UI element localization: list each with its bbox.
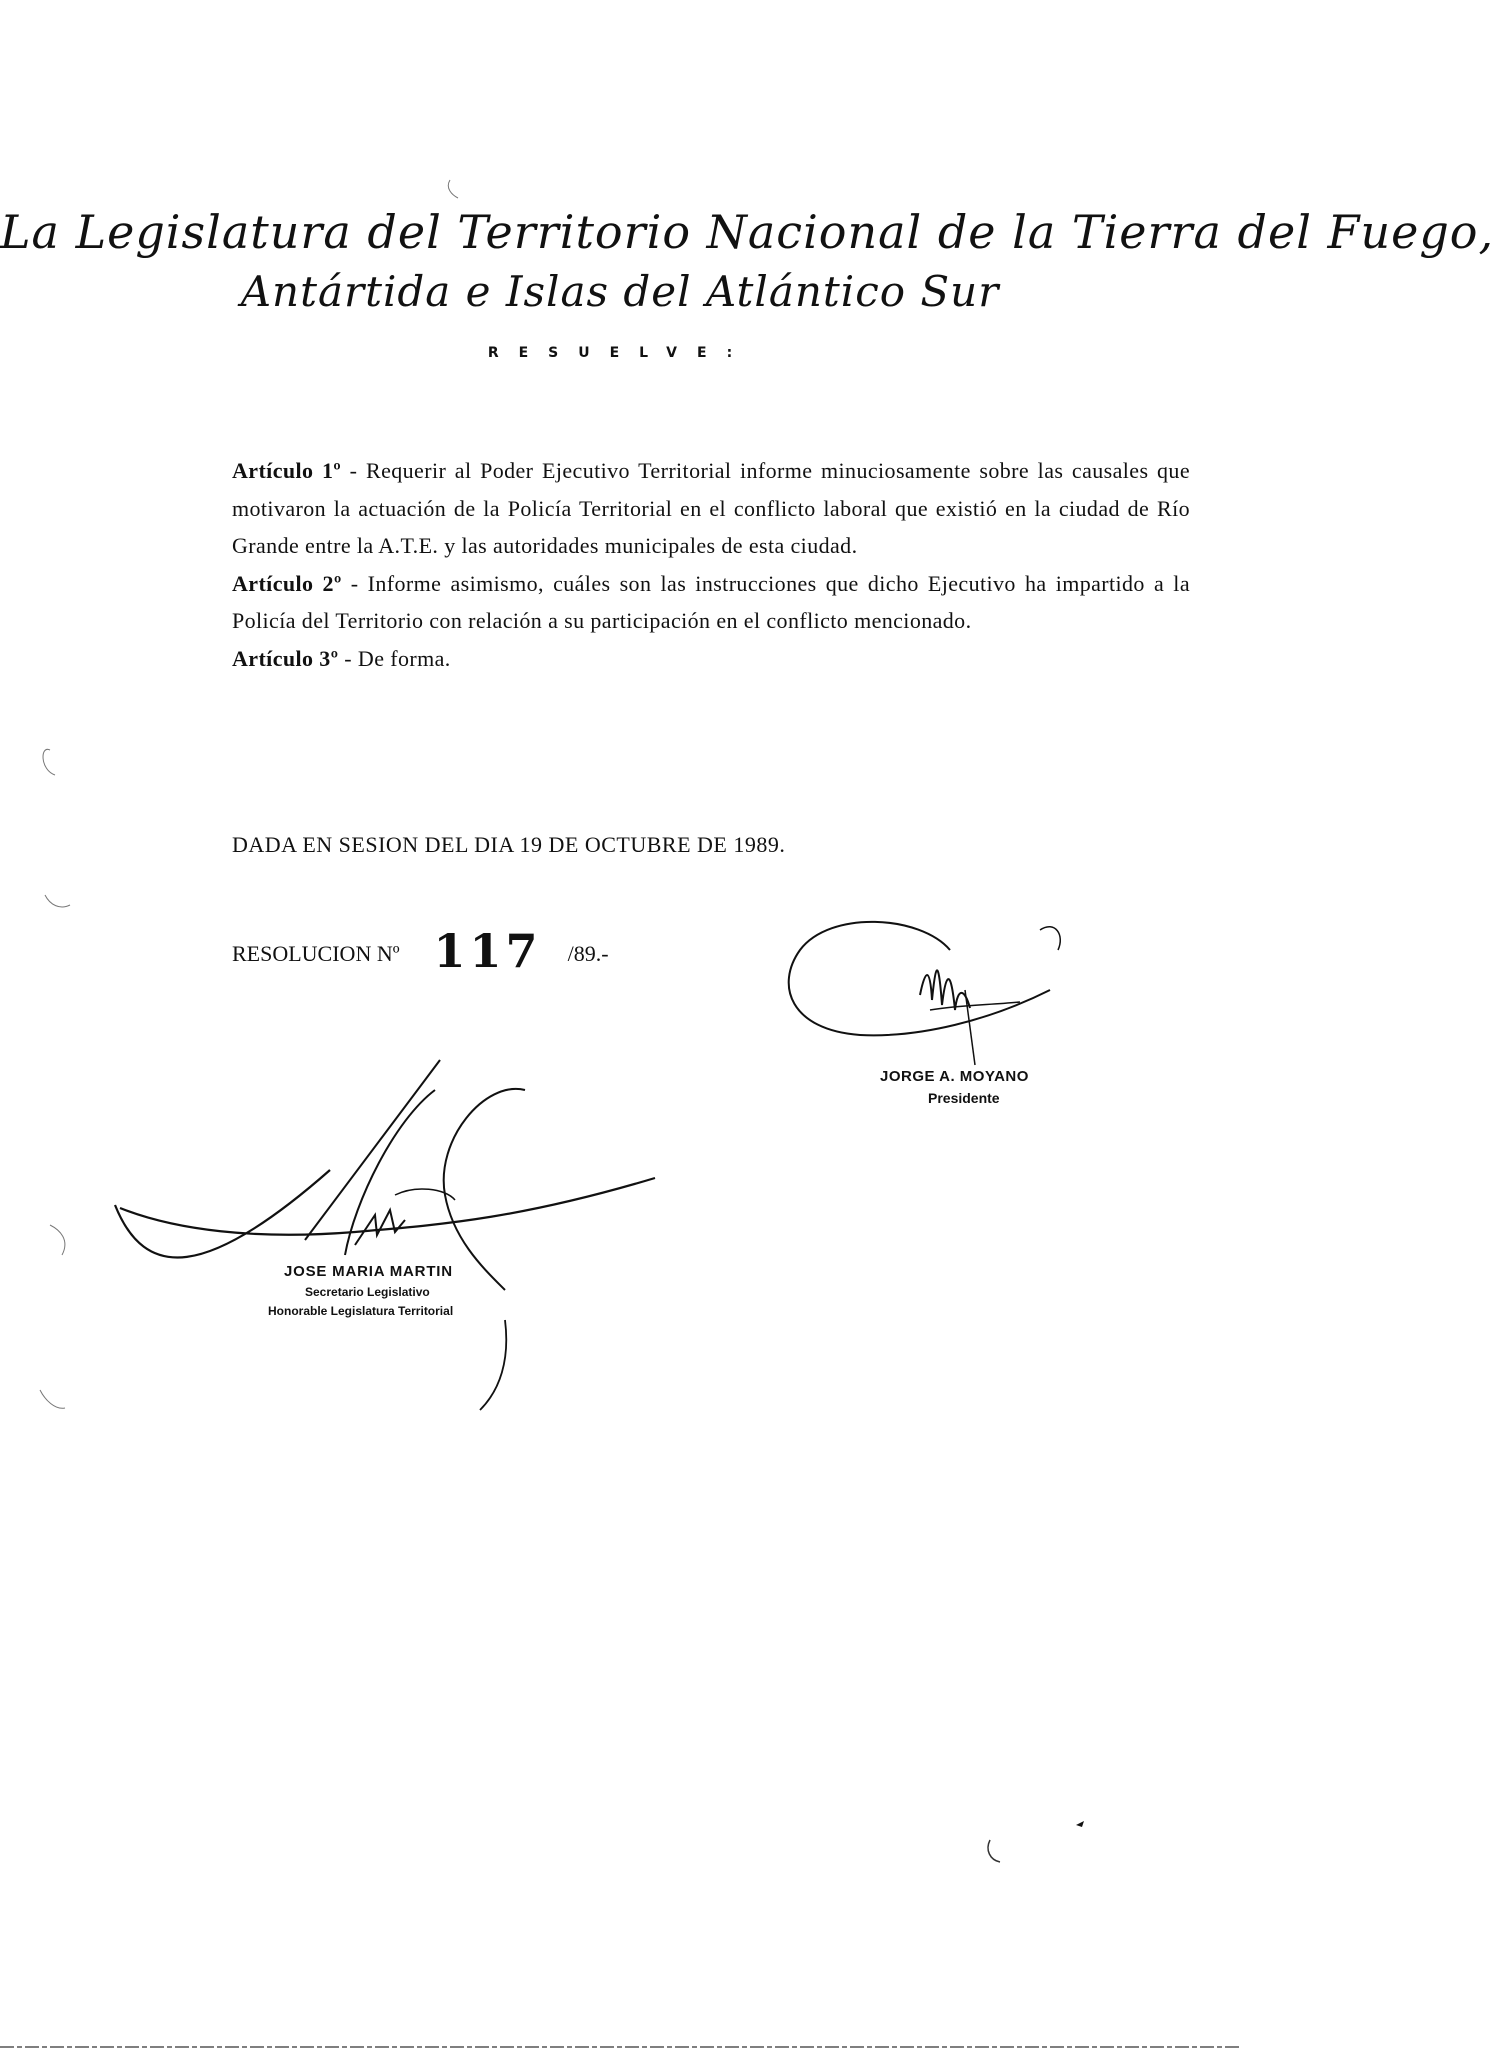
president-title: Presidente	[928, 1090, 1000, 1106]
secretary-title: Secretario Legislativo	[305, 1285, 430, 1299]
article-text: - Requerir al Poder Ejecutivo Territorial informe minuciosamente sobre las causales que motivaron la actuación de la Policía Territorial en el conflicto laboral que existió en la ciudad de Río Grande entre la A.T.E. y las autoridades municipales de esta ciudad.	[232, 458, 1190, 558]
resolution-number-value: 117	[433, 924, 542, 978]
article-label: Artículo 2º	[232, 570, 342, 596]
letterhead-line-1: La Legislatura del Territorio Nacional de la Tierra del Fuego,	[0, 205, 1494, 259]
session-date: DADA EN SESION DEL DIA 19 DE OCTUBRE DE 1989.	[232, 832, 786, 857]
resuelve-heading: RESUELVE:	[487, 345, 753, 361]
president-name: JORGE A. MOYANO	[880, 1068, 1029, 1085]
article-text: - Informe asimismo, cuáles son las instrucciones que dicho Ejecutivo ha impartido a la Policía del Territorio con relación a su participación en el conflicto mencionado.	[232, 570, 1190, 633]
article-text: - De forma.	[338, 645, 451, 671]
resolution-label: RESOLUCION Nº	[232, 941, 400, 966]
secretary-name: JOSE MARIA MARTIN	[284, 1263, 453, 1280]
secretary-institution: Honorable Legislatura Territorial	[268, 1304, 454, 1318]
resolution-year: /89.-	[567, 941, 609, 966]
article-label: Artículo 1º	[232, 458, 342, 483]
letterhead-line-2: Antártida e Islas del Atlántico Sur	[240, 267, 1000, 316]
article-label: Artículo 3º	[232, 645, 339, 671]
